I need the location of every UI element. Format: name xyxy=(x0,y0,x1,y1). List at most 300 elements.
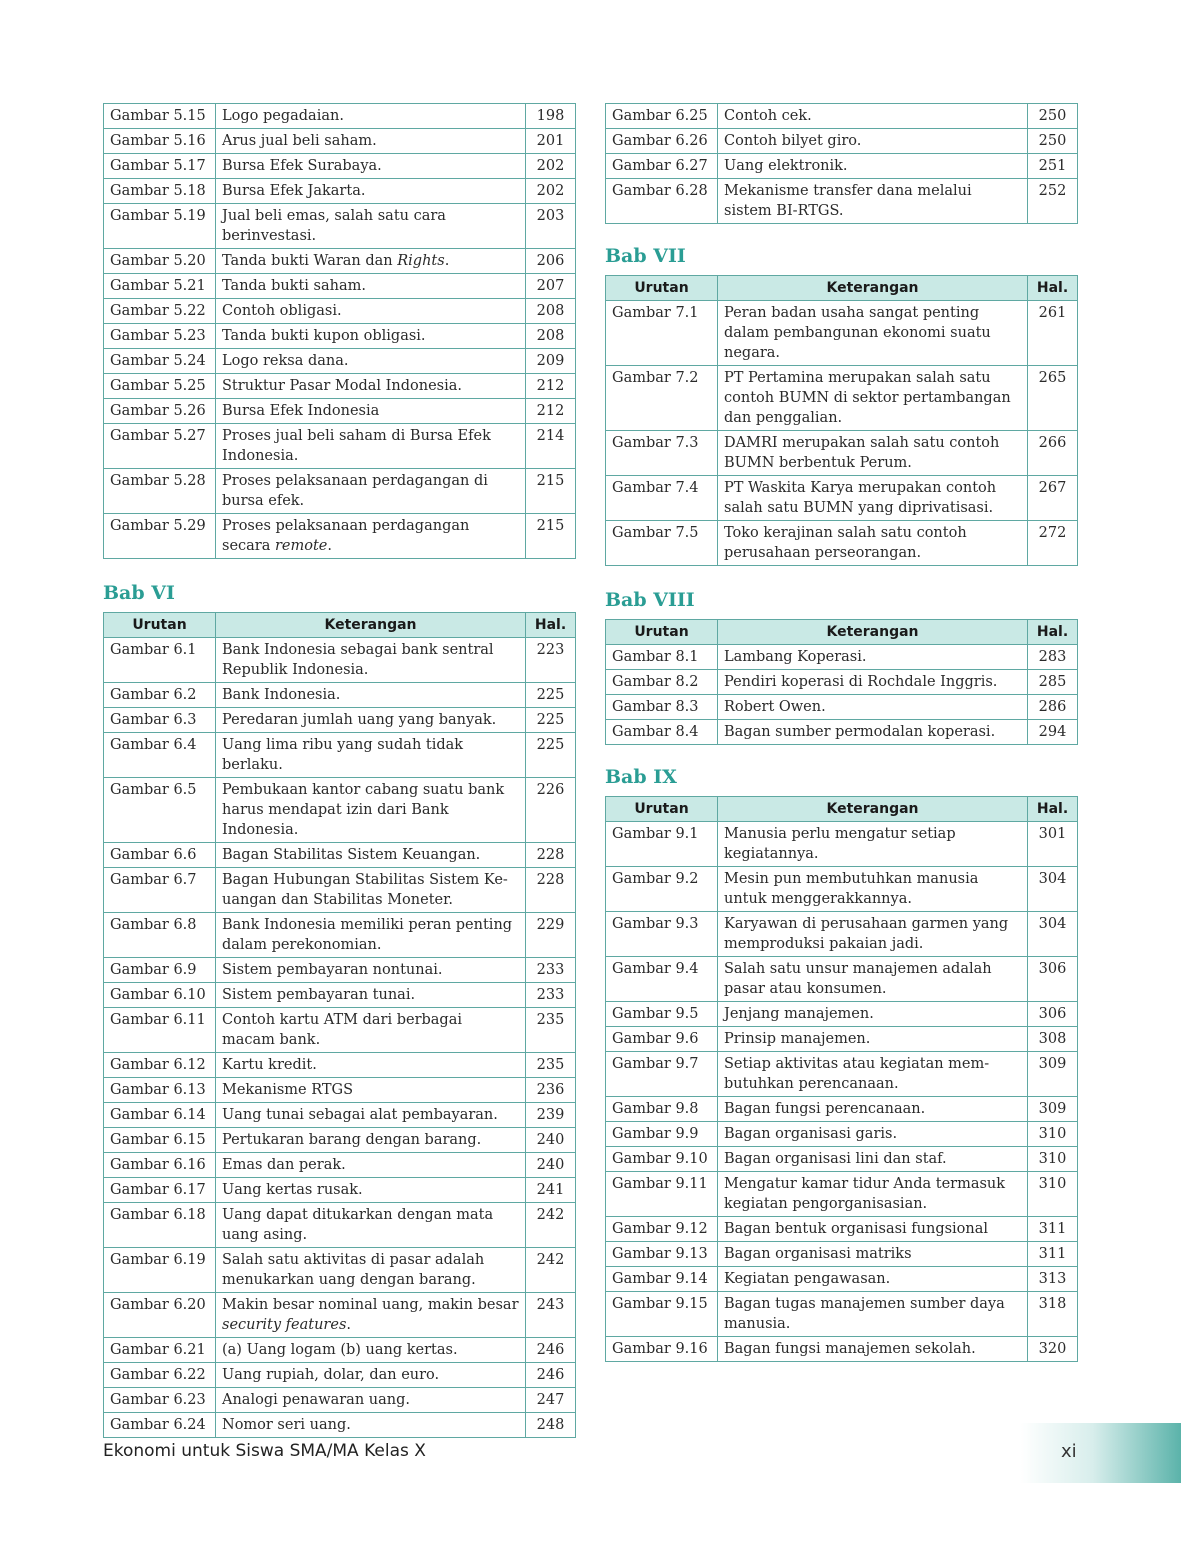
table-row xyxy=(104,1388,576,1413)
bab8-heading: Bab VIII xyxy=(605,589,695,611)
cell-keterangan: Bursa Efek Surabaya. xyxy=(216,154,526,179)
keterangan-end: . xyxy=(327,538,332,554)
cell-keterangan: Logo reksa dana. xyxy=(216,349,526,374)
cell-urutan: Gambar 6.3 xyxy=(104,708,216,733)
cell-hal: 206 xyxy=(526,249,576,274)
cell-keterangan: Logo pegadaian. xyxy=(216,104,526,129)
cell-urutan: Gambar 5.20 xyxy=(104,249,216,274)
cell-keterangan: PT Waskita Karya merupakan contoh salah satu BUMN yang diprivatisasi. xyxy=(718,476,1028,521)
cell-keterangan: Toko kerajinan salah satu contoh perusahaan perseorangan. xyxy=(718,521,1028,566)
table-row xyxy=(104,683,576,708)
cell-keterangan: Bagan Stabilitas Sistem Keuangan. xyxy=(216,843,526,868)
keterangan-end: . xyxy=(444,253,450,269)
cell-hal: 239 xyxy=(526,1103,576,1128)
table-row xyxy=(104,204,576,249)
cell-urutan: Gambar 5.28 xyxy=(104,469,216,514)
cell-keterangan: Pembukaan kantor cabang suatu bank harus mendapat izin dari Bank Indonesia. xyxy=(216,778,526,843)
cell-hal: 309 xyxy=(1028,1052,1078,1097)
cell-keterangan: Bursa Efek Jakarta. xyxy=(216,179,526,204)
cell-hal: 272 xyxy=(1028,521,1078,566)
cell-urutan: Gambar 5.18 xyxy=(104,179,216,204)
cell-urutan: Gambar 9.8 xyxy=(606,1097,718,1122)
cell-keterangan: Robert Owen. xyxy=(718,695,1028,720)
table-row xyxy=(104,843,576,868)
table-row xyxy=(104,1363,576,1388)
cell-urutan: Gambar 5.15 xyxy=(104,104,216,129)
cell-urutan: Gambar 6.28 xyxy=(606,179,718,224)
cell-urutan: Gambar 6.22 xyxy=(104,1363,216,1388)
cell-keterangan: Manusia perlu mengatur setiap kegiatannya. xyxy=(718,822,1028,867)
table-row xyxy=(104,1413,576,1438)
table-row xyxy=(606,957,1078,1002)
cell-hal: 214 xyxy=(526,424,576,469)
table-row xyxy=(104,424,576,469)
cell-urutan: Gambar 9.4 xyxy=(606,957,718,1002)
cell-keterangan: Setiap aktivitas atau kegiatan mem-butuhkan perencanaan. xyxy=(718,1052,1028,1097)
cell-urutan: Gambar 8.1 xyxy=(606,645,718,670)
table-row xyxy=(606,1097,1078,1122)
cell-urutan: Gambar 5.23 xyxy=(104,324,216,349)
header-hal: Hal. xyxy=(1028,276,1078,301)
cell-keterangan: Bank Indonesia. xyxy=(216,683,526,708)
cell-keterangan: Struktur Pasar Modal Indonesia. xyxy=(216,374,526,399)
table-row xyxy=(104,1338,576,1363)
table-row xyxy=(104,1008,576,1053)
table-row xyxy=(606,1217,1078,1242)
left-column xyxy=(103,103,576,1438)
table-row xyxy=(606,867,1078,912)
cell-urutan: Gambar 6.13 xyxy=(104,1078,216,1103)
cell-hal: 228 xyxy=(526,868,576,913)
cell-hal: 294 xyxy=(1028,720,1078,745)
cell-keterangan: Uang lima ribu yang sudah tidak berlaku. xyxy=(216,733,526,778)
cell-urutan: Gambar 6.12 xyxy=(104,1053,216,1078)
cell-urutan: Gambar 6.21 xyxy=(104,1338,216,1363)
cell-hal: 267 xyxy=(1028,476,1078,521)
table-row xyxy=(104,868,576,913)
page-number: xi xyxy=(1061,1441,1077,1462)
table-row xyxy=(606,1172,1078,1217)
cell-keterangan: Pendiri koperasi di Rochdale Inggris. xyxy=(718,670,1028,695)
table-row xyxy=(104,1248,576,1293)
cell-hal: 235 xyxy=(526,1008,576,1053)
cell-keterangan xyxy=(216,249,526,274)
cell-keterangan: Bank Indonesia memiliki peran penting dalam perekonomian. xyxy=(216,913,526,958)
table-row xyxy=(104,1128,576,1153)
cell-hal: 320 xyxy=(1028,1337,1078,1362)
cell-hal: 225 xyxy=(526,733,576,778)
cell-urutan: Gambar 6.19 xyxy=(104,1248,216,1293)
cell-hal: 207 xyxy=(526,274,576,299)
table-row xyxy=(104,349,576,374)
cell-urutan: Gambar 5.29 xyxy=(104,514,216,559)
cell-urutan: Gambar 9.7 xyxy=(606,1052,718,1097)
cell-keterangan: Mekanisme RTGS xyxy=(216,1078,526,1103)
cell-urutan: Gambar 6.16 xyxy=(104,1153,216,1178)
cell-hal: 266 xyxy=(1028,431,1078,476)
cell-urutan: Gambar 6.11 xyxy=(104,1008,216,1053)
table-header-row xyxy=(606,797,1078,822)
cell-hal: 313 xyxy=(1028,1267,1078,1292)
cell-urutan: Gambar 5.16 xyxy=(104,129,216,154)
cell-keterangan: Sistem pembayaran tunai. xyxy=(216,983,526,1008)
cell-hal: 215 xyxy=(526,469,576,514)
table-row xyxy=(104,299,576,324)
table-row xyxy=(606,366,1078,431)
cell-hal: 242 xyxy=(526,1203,576,1248)
cell-keterangan: Bagan Hubungan Stabilitas Sistem Ke-uangan dan Stabilitas Moneter. xyxy=(216,868,526,913)
cell-urutan: Gambar 6.17 xyxy=(104,1178,216,1203)
cell-keterangan: Arus jual beli saham. xyxy=(216,129,526,154)
cell-urutan: Gambar 9.9 xyxy=(606,1122,718,1147)
table-row xyxy=(606,1337,1078,1362)
cell-keterangan: Salah satu aktivitas di pasar adalah menukarkan uang dengan barang. xyxy=(216,1248,526,1293)
bab5-table-continued xyxy=(103,103,576,559)
table-row xyxy=(104,733,576,778)
cell-hal: 286 xyxy=(1028,695,1078,720)
table-row xyxy=(606,129,1078,154)
cell-keterangan: Bagan fungsi manajemen sekolah. xyxy=(718,1337,1028,1362)
cell-keterangan: Contoh obligasi. xyxy=(216,299,526,324)
cell-keterangan: Peran badan usaha sangat penting dalam pembangunan ekonomi suatu negara. xyxy=(718,301,1028,366)
cell-hal: 311 xyxy=(1028,1242,1078,1267)
cell-keterangan: DAMRI merupakan salah satu contoh BUMN berbentuk Perum. xyxy=(718,431,1028,476)
header-hal: Hal. xyxy=(526,613,576,638)
cell-urutan: Gambar 6.23 xyxy=(104,1388,216,1413)
table-row xyxy=(104,154,576,179)
header-urutan: Urutan xyxy=(104,613,216,638)
table-header-row xyxy=(104,613,576,638)
cell-urutan: Gambar 7.1 xyxy=(606,301,718,366)
table-row xyxy=(104,104,576,129)
cell-keterangan: (a) Uang logam (b) uang kertas. xyxy=(216,1338,526,1363)
table-row xyxy=(104,399,576,424)
keterangan-text: Tanda bukti Waran dan xyxy=(222,253,398,269)
header-urutan: Urutan xyxy=(606,276,718,301)
table-row xyxy=(104,778,576,843)
cell-keterangan: Mesin pun membutuhkan manusia untuk menggerakkannya. xyxy=(718,867,1028,912)
cell-urutan: Gambar 7.4 xyxy=(606,476,718,521)
cell-keterangan: Mekanisme transfer dana melalui sistem BI-RTGS. xyxy=(718,179,1028,224)
cell-urutan: Gambar 9.6 xyxy=(606,1027,718,1052)
cell-hal: 233 xyxy=(526,958,576,983)
cell-urutan: Gambar 7.3 xyxy=(606,431,718,476)
cell-hal: 246 xyxy=(526,1338,576,1363)
cell-hal: 285 xyxy=(1028,670,1078,695)
cell-urutan: Gambar 6.7 xyxy=(104,868,216,913)
cell-keterangan: Contoh kartu ATM dari berbagai macam bank. xyxy=(216,1008,526,1053)
header-hal: Hal. xyxy=(1028,620,1078,645)
table-row xyxy=(606,912,1078,957)
cell-hal: 310 xyxy=(1028,1147,1078,1172)
bab7-heading: Bab VII xyxy=(605,245,686,267)
table-row xyxy=(104,913,576,958)
cell-urutan: Gambar 6.26 xyxy=(606,129,718,154)
cell-urutan: Gambar 8.3 xyxy=(606,695,718,720)
table-row xyxy=(606,301,1078,366)
header-urutan: Urutan xyxy=(606,797,718,822)
cell-urutan: Gambar 9.1 xyxy=(606,822,718,867)
keterangan-text: Proses pelaksanaan perdagangan secara xyxy=(222,518,470,554)
bab6-table-continued xyxy=(605,103,1078,224)
page-number-band xyxy=(1020,1423,1181,1483)
cell-hal: 240 xyxy=(526,1128,576,1153)
cell-hal: 306 xyxy=(1028,1002,1078,1027)
keterangan-text: Makin besar nominal uang, makin besar xyxy=(222,1297,519,1313)
cell-keterangan: Bursa Efek Indonesia xyxy=(216,399,526,424)
table-row xyxy=(606,1292,1078,1337)
cell-hal: 283 xyxy=(1028,645,1078,670)
header-keterangan: Keterangan xyxy=(718,276,1028,301)
cell-urutan: Gambar 6.27 xyxy=(606,154,718,179)
header-hal: Hal. xyxy=(1028,797,1078,822)
cell-hal: 233 xyxy=(526,983,576,1008)
cell-hal: 318 xyxy=(1028,1292,1078,1337)
table-row xyxy=(104,179,576,204)
bab7-table xyxy=(605,275,1078,566)
table-row xyxy=(104,469,576,514)
table-header-row xyxy=(606,620,1078,645)
cell-hal: 236 xyxy=(526,1078,576,1103)
table-row xyxy=(606,1267,1078,1292)
cell-hal: 202 xyxy=(526,179,576,204)
cell-hal: 251 xyxy=(1028,154,1078,179)
table-row xyxy=(104,1078,576,1103)
table-row xyxy=(606,670,1078,695)
cell-urutan: Gambar 6.15 xyxy=(104,1128,216,1153)
cell-hal: 208 xyxy=(526,299,576,324)
cell-hal: 261 xyxy=(1028,301,1078,366)
cell-hal: 208 xyxy=(526,324,576,349)
cell-hal: 310 xyxy=(1028,1122,1078,1147)
table-row xyxy=(104,1103,576,1128)
cell-keterangan: Sistem pembayaran nontunai. xyxy=(216,958,526,983)
keterangan-end: . xyxy=(346,1317,351,1333)
footer-book-title: Ekonomi untuk Siswa SMA/MA Kelas X xyxy=(103,1441,426,1461)
cell-hal: 198 xyxy=(526,104,576,129)
cell-urutan: Gambar 5.27 xyxy=(104,424,216,469)
cell-keterangan: Tanda bukti kupon obligasi. xyxy=(216,324,526,349)
header-keterangan: Keterangan xyxy=(216,613,526,638)
cell-urutan: Gambar 9.10 xyxy=(606,1147,718,1172)
cell-hal: 235 xyxy=(526,1053,576,1078)
keterangan-italic: remote xyxy=(274,538,328,554)
table-row xyxy=(104,1153,576,1178)
cell-urutan: Gambar 5.26 xyxy=(104,399,216,424)
cell-keterangan: Tanda bukti saham. xyxy=(216,274,526,299)
table-row xyxy=(104,1178,576,1203)
cell-keterangan: Uang kertas rusak. xyxy=(216,1178,526,1203)
cell-urutan: Gambar 6.9 xyxy=(104,958,216,983)
cell-urutan: Gambar 6.18 xyxy=(104,1203,216,1248)
cell-keterangan: Jenjang manajemen. xyxy=(718,1002,1028,1027)
table-row xyxy=(606,645,1078,670)
table-row xyxy=(606,695,1078,720)
cell-keterangan: Pertukaran barang dengan barang. xyxy=(216,1128,526,1153)
cell-keterangan: Contoh bilyet giro. xyxy=(718,129,1028,154)
cell-urutan: Gambar 5.22 xyxy=(104,299,216,324)
cell-hal: 246 xyxy=(526,1363,576,1388)
table-row xyxy=(104,129,576,154)
cell-keterangan: Bagan organisasi garis. xyxy=(718,1122,1028,1147)
table-row xyxy=(606,154,1078,179)
table-row xyxy=(104,249,576,274)
table-row xyxy=(104,958,576,983)
cell-hal: 202 xyxy=(526,154,576,179)
table-row xyxy=(606,720,1078,745)
cell-hal: 228 xyxy=(526,843,576,868)
cell-hal: 225 xyxy=(526,683,576,708)
table-row xyxy=(104,983,576,1008)
cell-keterangan: Analogi penawaran uang. xyxy=(216,1388,526,1413)
cell-urutan: Gambar 6.2 xyxy=(104,683,216,708)
cell-keterangan: Uang elektronik. xyxy=(718,154,1028,179)
cell-keterangan: Proses pelaksanaan perdagangan di bursa efek. xyxy=(216,469,526,514)
table-row xyxy=(606,1122,1078,1147)
table-row xyxy=(104,708,576,733)
cell-keterangan xyxy=(216,514,526,559)
cell-keterangan: Prinsip manajemen. xyxy=(718,1027,1028,1052)
cell-keterangan: Kegiatan pengawasan. xyxy=(718,1267,1028,1292)
cell-keterangan: Bagan sumber permodalan koperasi. xyxy=(718,720,1028,745)
cell-hal: 242 xyxy=(526,1248,576,1293)
cell-hal: 252 xyxy=(1028,179,1078,224)
table-row xyxy=(104,324,576,349)
cell-urutan: Gambar 6.1 xyxy=(104,638,216,683)
table-row xyxy=(104,274,576,299)
cell-keterangan xyxy=(216,1293,526,1338)
cell-hal: 309 xyxy=(1028,1097,1078,1122)
table-header-row xyxy=(606,276,1078,301)
cell-hal: 311 xyxy=(1028,1217,1078,1242)
table-row xyxy=(606,476,1078,521)
cell-keterangan: Proses jual beli saham di Bursa Efek Indonesia. xyxy=(216,424,526,469)
cell-hal: 304 xyxy=(1028,867,1078,912)
cell-hal: 215 xyxy=(526,514,576,559)
cell-keterangan: Uang dapat ditukarkan dengan mata uang asing. xyxy=(216,1203,526,1248)
table-row xyxy=(606,179,1078,224)
cell-hal: 226 xyxy=(526,778,576,843)
header-keterangan: Keterangan xyxy=(718,797,1028,822)
cell-hal: 203 xyxy=(526,204,576,249)
header-urutan: Urutan xyxy=(606,620,718,645)
cell-keterangan: Peredaran jumlah uang yang banyak. xyxy=(216,708,526,733)
cell-hal: 248 xyxy=(526,1413,576,1438)
keterangan-italic: Rights xyxy=(397,253,445,269)
table-row xyxy=(606,521,1078,566)
cell-urutan: Gambar 6.10 xyxy=(104,983,216,1008)
cell-urutan: Gambar 9.2 xyxy=(606,867,718,912)
cell-keterangan: Jual beli emas, salah satu cara berinvestasi. xyxy=(216,204,526,249)
cell-hal: 223 xyxy=(526,638,576,683)
cell-hal: 240 xyxy=(526,1153,576,1178)
cell-urutan: Gambar 8.4 xyxy=(606,720,718,745)
cell-keterangan: Salah satu unsur manajemen adalah pasar atau konsumen. xyxy=(718,957,1028,1002)
cell-hal: 306 xyxy=(1028,957,1078,1002)
cell-hal: 241 xyxy=(526,1178,576,1203)
table-row xyxy=(104,514,576,559)
cell-hal: 243 xyxy=(526,1293,576,1338)
cell-keterangan: Uang tunai sebagai alat pembayaran. xyxy=(216,1103,526,1128)
cell-urutan: Gambar 6.6 xyxy=(104,843,216,868)
cell-keterangan: Bagan bentuk organisasi fungsional xyxy=(718,1217,1028,1242)
cell-keterangan: Bank Indonesia sebagai bank sentral Republik Indonesia. xyxy=(216,638,526,683)
cell-urutan: Gambar 7.2 xyxy=(606,366,718,431)
cell-hal: 301 xyxy=(1028,822,1078,867)
cell-keterangan: Kartu kredit. xyxy=(216,1053,526,1078)
cell-keterangan: Bagan organisasi matriks xyxy=(718,1242,1028,1267)
cell-hal: 247 xyxy=(526,1388,576,1413)
cell-keterangan: Contoh cek. xyxy=(718,104,1028,129)
header-keterangan: Keterangan xyxy=(718,620,1028,645)
cell-urutan: Gambar 6.4 xyxy=(104,733,216,778)
cell-urutan: Gambar 7.5 xyxy=(606,521,718,566)
cell-urutan: Gambar 9.13 xyxy=(606,1242,718,1267)
bab6-heading: Bab VI xyxy=(103,582,175,604)
keterangan-italic: security features xyxy=(222,1317,347,1333)
table-row xyxy=(104,1203,576,1248)
cell-hal: 310 xyxy=(1028,1172,1078,1217)
cell-urutan: Gambar 6.8 xyxy=(104,913,216,958)
cell-urutan: Gambar 9.11 xyxy=(606,1172,718,1217)
cell-urutan: Gambar 5.21 xyxy=(104,274,216,299)
cell-hal: 225 xyxy=(526,708,576,733)
cell-urutan: Gambar 9.16 xyxy=(606,1337,718,1362)
cell-urutan: Gambar 9.3 xyxy=(606,912,718,957)
cell-urutan: Gambar 6.5 xyxy=(104,778,216,843)
cell-hal: 304 xyxy=(1028,912,1078,957)
cell-keterangan: Emas dan perak. xyxy=(216,1153,526,1178)
cell-urutan: Gambar 9.12 xyxy=(606,1217,718,1242)
table-row xyxy=(606,1027,1078,1052)
cell-urutan: Gambar 5.24 xyxy=(104,349,216,374)
table-row xyxy=(606,1052,1078,1097)
cell-urutan: Gambar 6.14 xyxy=(104,1103,216,1128)
cell-keterangan: Karyawan di perusahaan garmen yang memproduksi pakaian jadi. xyxy=(718,912,1028,957)
cell-keterangan: Nomor seri uang. xyxy=(216,1413,526,1438)
cell-urutan: Gambar 5.19 xyxy=(104,204,216,249)
cell-hal: 265 xyxy=(1028,366,1078,431)
cell-keterangan: PT Pertamina merupakan salah satu contoh BUMN di sektor pertambangan dan penggalian. xyxy=(718,366,1028,431)
table-row xyxy=(606,104,1078,129)
cell-hal: 212 xyxy=(526,399,576,424)
cell-keterangan: Uang rupiah, dolar, dan euro. xyxy=(216,1363,526,1388)
cell-keterangan: Bagan tugas manajemen sumber daya manusia. xyxy=(718,1292,1028,1337)
table-row xyxy=(606,1147,1078,1172)
table-row xyxy=(606,1242,1078,1267)
cell-urutan: Gambar 6.20 xyxy=(104,1293,216,1338)
cell-keterangan: Bagan fungsi perencanaan. xyxy=(718,1097,1028,1122)
cell-urutan: Gambar 9.5 xyxy=(606,1002,718,1027)
cell-hal: 229 xyxy=(526,913,576,958)
bab9-heading: Bab IX xyxy=(605,766,677,788)
bab9-table xyxy=(605,796,1078,1362)
table-row xyxy=(104,1293,576,1338)
cell-keterangan: Bagan organisasi lini dan staf. xyxy=(718,1147,1028,1172)
cell-urutan: Gambar 5.25 xyxy=(104,374,216,399)
table-row xyxy=(104,374,576,399)
cell-urutan: Gambar 8.2 xyxy=(606,670,718,695)
cell-urutan: Gambar 5.17 xyxy=(104,154,216,179)
cell-keterangan: Mengatur kamar tidur Anda termasuk kegiatan pengorganisasian. xyxy=(718,1172,1028,1217)
bab6-table xyxy=(103,612,576,1438)
cell-hal: 308 xyxy=(1028,1027,1078,1052)
cell-hal: 209 xyxy=(526,349,576,374)
cell-hal: 201 xyxy=(526,129,576,154)
cell-hal: 212 xyxy=(526,374,576,399)
cell-hal: 250 xyxy=(1028,129,1078,154)
table-row xyxy=(104,638,576,683)
